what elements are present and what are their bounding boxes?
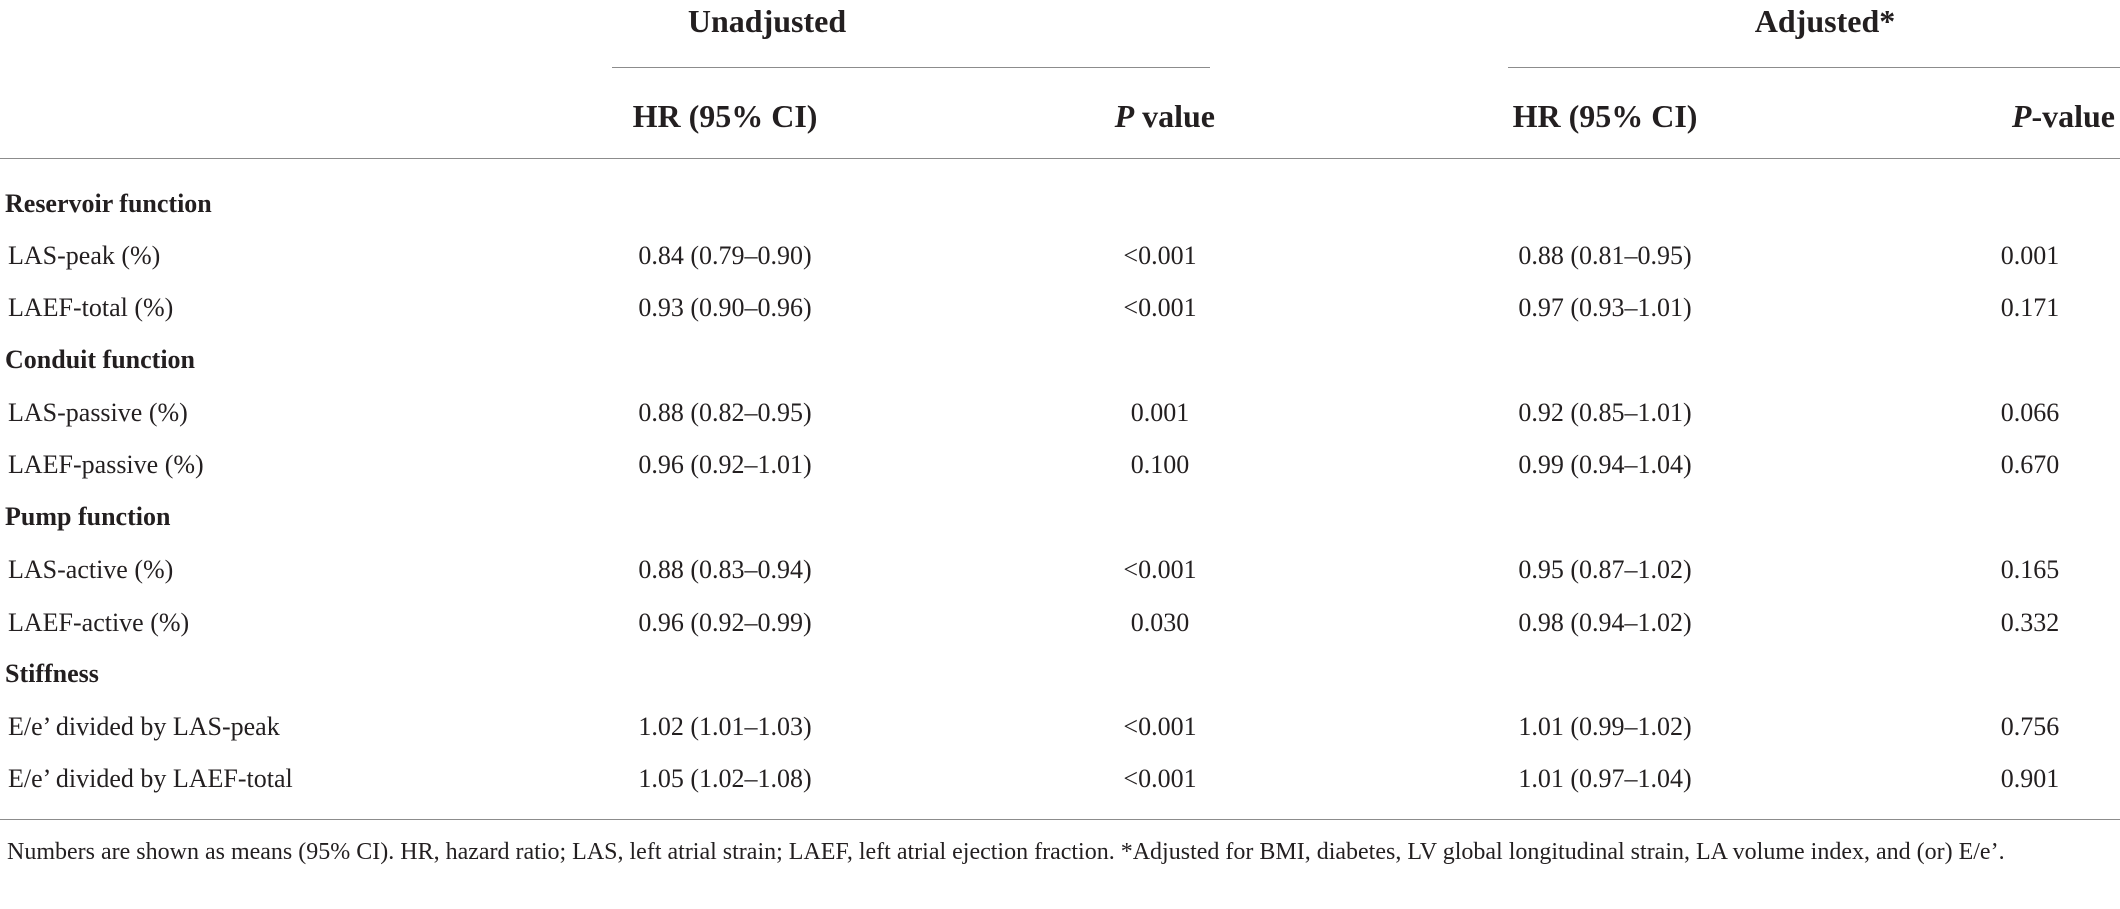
cell-p-unadjusted: 0.100 xyxy=(1130,450,1190,479)
cell-hr-unadjusted: 0.96 (0.92–0.99) xyxy=(638,608,812,637)
cell-hr-adjusted: 0.99 (0.94–1.04) xyxy=(1518,450,1692,479)
cell-hr-unadjusted: 0.88 (0.83–0.94) xyxy=(638,555,812,584)
cell-p-adjusted: 0.901 xyxy=(2000,764,2060,793)
col-header-p-unadjusted xyxy=(1020,94,1215,138)
cell-hr-unadjusted: 0.93 (0.90–0.96) xyxy=(638,293,812,322)
cell-p-unadjusted: 0.030 xyxy=(1130,608,1190,637)
row-label: LAS-peak (%) xyxy=(8,241,161,270)
cell-p-unadjusted: <0.001 xyxy=(1123,555,1197,584)
cell-hr-unadjusted: 0.84 (0.79–0.90) xyxy=(638,241,812,270)
row-label: LAEF-passive (%) xyxy=(8,450,204,479)
cell-hr-unadjusted: 1.02 (1.01–1.03) xyxy=(638,712,812,741)
cell-p-adjusted: 0.001 xyxy=(2000,241,2060,270)
row-label: LAEF-active (%) xyxy=(8,608,190,637)
cell-p-adjusted: 0.165 xyxy=(2000,555,2060,584)
cell-hr-adjusted: 0.88 (0.81–0.95) xyxy=(1518,241,1692,270)
cell-hr-adjusted: 0.92 (0.85–1.01) xyxy=(1518,398,1692,427)
cell-p-unadjusted: <0.001 xyxy=(1123,241,1197,270)
row-label: LAEF-total (%) xyxy=(8,293,174,322)
group-header-adjusted: Adjusted* xyxy=(1754,3,1896,39)
group-rule-unadjusted xyxy=(612,67,1210,68)
cell-p-adjusted: 0.332 xyxy=(2000,608,2060,637)
section-title: Pump function xyxy=(5,502,171,531)
cell-hr-adjusted: 0.98 (0.94–1.02) xyxy=(1518,608,1692,637)
cell-p-adjusted: 0.066 xyxy=(2000,398,2060,427)
cell-p-unadjusted: <0.001 xyxy=(1123,764,1197,793)
cell-hr-adjusted: 1.01 (0.97–1.04) xyxy=(1518,764,1692,793)
p-italic: P xyxy=(1114,98,1135,134)
cell-p-unadjusted: <0.001 xyxy=(1123,712,1197,741)
row-label: LAS-passive (%) xyxy=(8,398,188,427)
cell-p-unadjusted: <0.001 xyxy=(1123,293,1197,322)
header-rule xyxy=(0,158,2120,159)
row-label: E/e’ divided by LAS-peak xyxy=(8,712,280,741)
group-rule-adjusted xyxy=(1508,67,2120,68)
cell-hr-adjusted: 0.97 (0.93–1.01) xyxy=(1518,293,1692,322)
p-suffix: -value xyxy=(2031,98,2115,134)
cell-hr-adjusted: 0.95 (0.87–1.02) xyxy=(1518,555,1692,584)
p-suffix: value xyxy=(1134,98,1215,134)
cell-p-adjusted: 0.756 xyxy=(2000,712,2060,741)
cell-p-unadjusted: 0.001 xyxy=(1130,398,1190,427)
section-title: Stiffness xyxy=(5,659,99,688)
section-title: Conduit function xyxy=(5,345,195,374)
cell-hr-adjusted: 1.01 (0.99–1.02) xyxy=(1518,712,1692,741)
row-label: E/e’ divided by LAEF-total xyxy=(8,764,293,793)
table-bottom-rule xyxy=(0,819,2120,820)
cell-hr-unadjusted: 1.05 (1.02–1.08) xyxy=(638,764,812,793)
table-footnote: Numbers are shown as means (95% CI). HR, hazard ratio; LAS, left atrial strain; LAEF, left atrial ejection fraction. *Adjusted for BMI, diabetes, LV global longitudinal strain, LA volume index, and (or) E/e’. xyxy=(7,839,2005,865)
cell-p-adjusted: 0.171 xyxy=(2000,293,2060,322)
cell-hr-unadjusted: 0.88 (0.82–0.95) xyxy=(638,398,812,427)
cell-p-adjusted: 0.670 xyxy=(2000,450,2060,479)
col-header-hr-unadjusted: HR (95% CI) xyxy=(632,98,818,134)
cell-hr-unadjusted: 0.96 (0.92–1.01) xyxy=(638,450,812,479)
row-label: LAS-active (%) xyxy=(8,555,174,584)
section-title: Reservoir function xyxy=(5,189,212,218)
p-italic: P xyxy=(2011,98,2032,134)
col-header-p-adjusted xyxy=(1900,94,2115,138)
col-header-hr-adjusted: HR (95% CI) xyxy=(1512,98,1698,134)
group-header-unadjusted: Unadjusted xyxy=(687,3,847,39)
